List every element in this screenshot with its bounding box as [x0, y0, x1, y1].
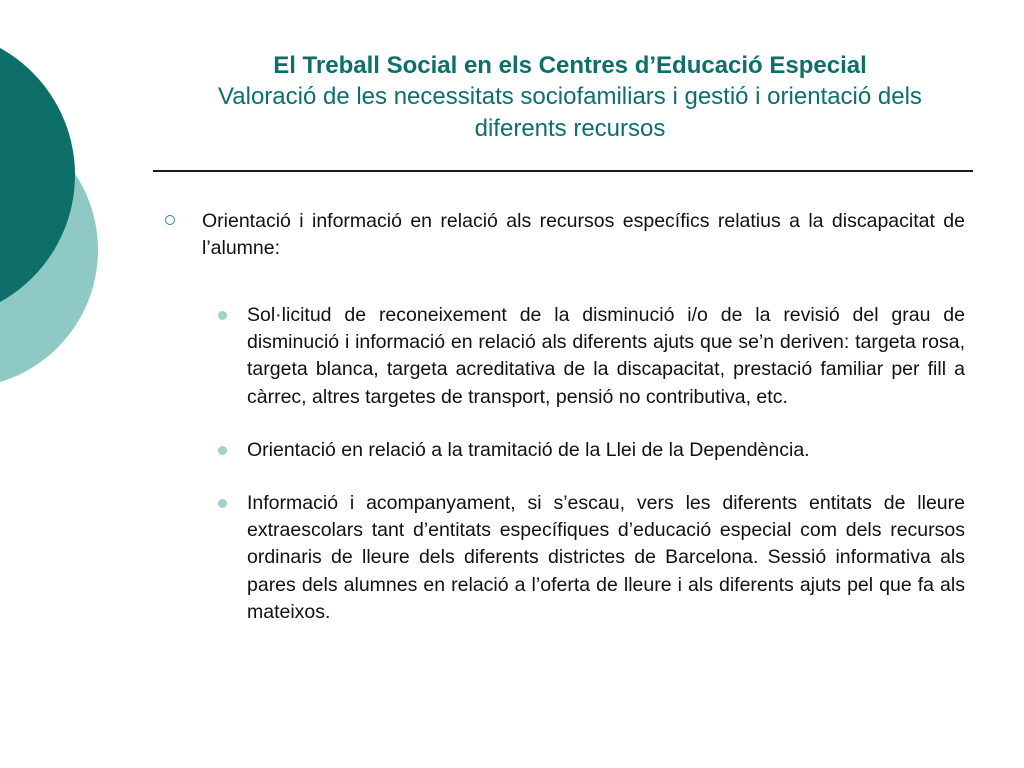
dot-bullet-icon: [218, 446, 227, 455]
slide-title-block: [170, 50, 970, 145]
sub-bullet-item: [160, 302, 965, 411]
sub-bullet-text: Sol·licitud de reconeixement de la disminució i/o de la revisió del grau de disminució i informació en relació als diferents ajuts que se’n deriven: targeta rosa, targeta blanca, targeta acreditativa de la discapacitat, prestació familiar per fill a càrrec, altres targetes de transport, pensió no contributiva, etc.: [247, 304, 965, 408]
slide-title: El Treball Social en els Centres d’Educació Especial: [273, 52, 867, 79]
sub-bullet-text: Orientació en relació a la tramitació de la Llei de la Dependència.: [247, 438, 810, 461]
dot-bullet-icon: [218, 499, 227, 508]
sub-bullet-item: [160, 490, 965, 626]
slide-subtitle: Valoració de les necessitats sociofamiliars i gestió i orientació dels diferents recursos: [218, 83, 922, 142]
sub-bullet-item: [160, 437, 965, 464]
sub-bullet-list: [160, 302, 965, 626]
slide-content: [160, 208, 965, 652]
main-bullet: [160, 208, 965, 262]
sub-bullet-text: Informació i acompanyament, si s’escau, vers les diferents entitats de lleure extraescolars tant d’entitats específiques d’educació especial com dels recursos ordinaris de lleure dels diferents districtes de Barcelona. Sessió informativa als pares dels alumnes en relació a l’oferta de lleure i als diferents ajuts pel que fa als mateixos.: [247, 492, 965, 623]
main-bullet-text: Orientació i informació en relació als recursos específics relatius a la discapacitat de l’alumne:: [202, 210, 965, 259]
title-divider: [153, 170, 973, 172]
decorative-circles: [0, 0, 110, 420]
dot-bullet-icon: [218, 311, 227, 320]
hollow-circle-bullet-icon: [165, 215, 175, 225]
